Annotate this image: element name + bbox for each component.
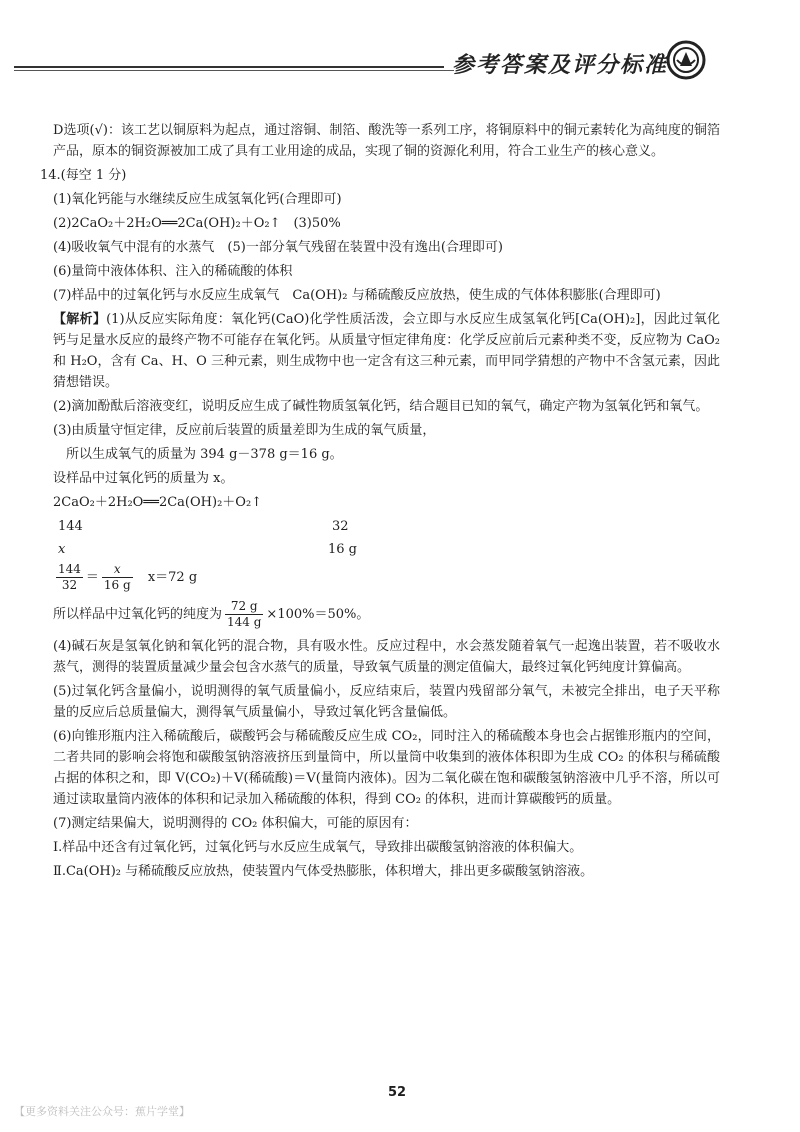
header-rule (14, 66, 444, 68)
analysis-1-text: (1)从反应实际角度：氧化钙(CaO)化学性质活泼，会立即与水反应生成氢氧化钙[Ca(OH)₂]，因此过氧化钙与足量水反应的最终产物不可能存在氧化钙。从质量守恒定律角度：化学反应前后元素种类不变，反应物为 CaO₂ 和 H₂O，含有 Ca、H、O 三种元素，则生成物中也一定含有这三种元素，而甲同学猜想的产物中不含氢元素，因此猜想错误。 (53, 312, 720, 390)
fraction-72g-144g (225, 599, 263, 630)
eq-unknown-x: x (58, 542, 66, 557)
answer-2-3: (2)2CaO₂＋2H₂O══2Ca(OH)₂＋O₂↑ (3)50% (53, 216, 341, 231)
eq-mass-144: 144 (58, 519, 83, 534)
page-number: 52 (388, 1085, 407, 1100)
question-14-heading: 14.(每空 1 分) (40, 168, 127, 183)
purity-prefix: 所以样品中过氧化钙的纯度为 (53, 607, 223, 622)
eq-result: x＝72 g (147, 570, 198, 585)
analysis-3a: (3)由质量守恒定律，反应前后装置的质量差即为生成的氧气质量， (53, 423, 436, 438)
equation-ratio-row-1 (40, 516, 720, 539)
analysis-1 (40, 309, 720, 393)
answer-6: (6)量筒中液体体积、注入的稀硫酸的体积 (53, 264, 293, 279)
analysis-3b: 所以生成氧气的质量为 394 g－378 g＝16 g。 (66, 447, 343, 462)
answer-content (40, 120, 720, 885)
answer-7: (7)样品中的过氧化钙与水反应生成氧气 Ca(OH)₂ 与稀硫酸反应放热，使生成的气体体积膨胀(合理即可) (53, 288, 661, 303)
frac-num: x (102, 562, 133, 578)
header-rule-thin (14, 70, 454, 71)
frac-den: 32 (61, 578, 78, 592)
frac-den: 144 g (227, 615, 262, 629)
watermark: 【更多资料关注公众号：蕉片学堂】 (14, 1105, 190, 1118)
frac-den: 16 g (103, 578, 131, 592)
analysis-4: (4)碱石灰是氢氧化钠和氧化钙的混合物，具有吸水性。反应过程中，水会蒸发随着氧气一起逸出装置，若不吸收水蒸气，测得的装置质量减少量会包含水蒸气的质量，导致氧气质量的测定值偏大，最终过氧化钙纯度计算偏高。 (53, 639, 720, 675)
purity-line (40, 599, 720, 633)
logo-icon (666, 40, 706, 80)
eq-mass-32: 32 (332, 519, 349, 534)
purity-suffix: ×100%＝50%。 (266, 607, 370, 622)
analysis-3c: 设样品中过氧化钙的质量为 x。 (53, 471, 234, 486)
d-option-text: D选项(√)：该工艺以铜原料为起点，通过溶铜、制箔、酸洗等一系列工序，将铜原料中的铜元素转化为高纯度的铜箔产品，原本的铜资源被加工成了具有工业用途的成品，实现了铜的资源化利用，符合工业生产的核心意义。 (53, 123, 720, 159)
analysis-2: (2)滴加酚酞后溶液变红，说明反应生成了碱性物质氢氧化钙，结合题目已知的氧气，确定产物为氢氧化钙和氧气。 (53, 399, 709, 414)
reason-1: Ⅰ.样品中还含有过氧化钙，过氧化钙与水反应生成氧气，导致排出碳酸氢钠溶液的体积偏大。 (53, 840, 583, 855)
frac-num: 72 g (225, 599, 263, 615)
answer-4-5: (4)吸收氧气中混有的水蒸气 (5)一部分氧气残留在装置中没有逸出(合理即可) (53, 240, 503, 255)
equation-ratio-row-2 (40, 539, 720, 562)
analysis-7: (7)测定结果偏大，说明测得的 CO₂ 体积偏大，可能的原因有： (53, 816, 418, 831)
fraction-144-32 (56, 562, 83, 593)
header-title: 参考答案及评分标准 (452, 52, 669, 78)
analysis-label: 【解析】 (53, 312, 107, 327)
fraction-x-16g (102, 562, 133, 593)
proportion-equation: $\frac{144}{32}$ ＝ $\frac{x}{16 g}$ x＝72 g (58, 562, 198, 592)
analysis-6: (6)向锥形瓶内注入稀硫酸后，碳酸钙会与稀硫酸反应生成 CO₂，同时注入的稀硫酸本身也会占据锥形瓶内的空间，二者共同的影响会将饱和碳酸氢钠溶液挤压到量筒中，所以量筒中收集到的液体体积即为生成 CO₂ 的体积与稀硫酸占据的体积之和，即 V(CO₂)＋V(稀硫酸)＝V(量筒内液体)。因为二氧化碳在饱和碳酸氢钠溶液中几乎不溶，所以可通过读取量筒内液体的体积和记录加入稀硫酸的体积，得到 CO₂ 的体积，进而计算碳酸钙的质量。 (53, 729, 720, 807)
reaction-equation: 2CaO₂＋2H₂O══2Ca(OH)₂＋O₂↑ (53, 495, 263, 510)
analysis-5: (5)过氧化钙含量偏小，说明测得的氧气质量偏小，反应结束后，装置内残留部分氧气，未被完全排出，电子天平称量的反应后总质量偏大，测得氧气质量偏小，导致过氧化钙含量偏低。 (53, 684, 720, 720)
reason-2: Ⅱ.Ca(OH)₂ 与稀硫酸反应放热，使装置内气体受热膨胀，体积增大，排出更多碳酸氢钠溶液。 (53, 864, 594, 879)
page-header (0, 40, 800, 90)
answer-1: (1)氧化钙能与水继续反应生成氢氧化钙(合理即可) (53, 192, 342, 207)
frac-num: 144 (58, 562, 81, 576)
eq-mass-16g: 16 g (328, 542, 357, 557)
